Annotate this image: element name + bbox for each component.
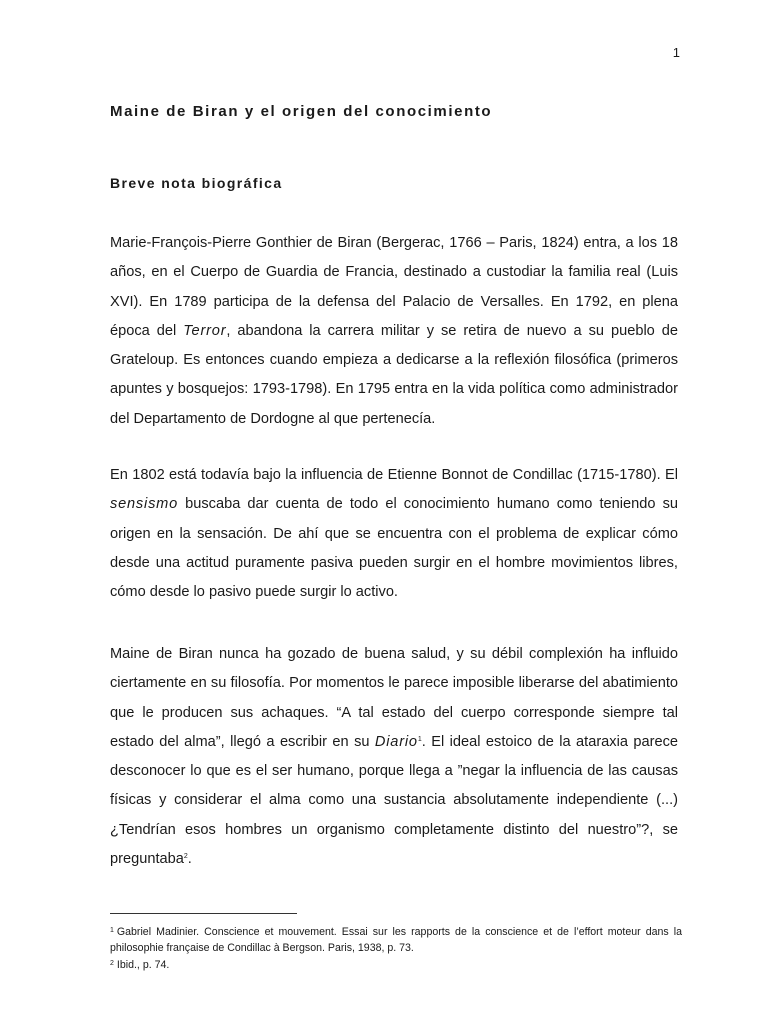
footnotes-section [110,923,682,973]
italic-term-sensismo: sensismo [110,496,179,513]
italic-term-terror: Terror [183,322,227,339]
paragraph-text: . El ideal estoico de la ataraxia parece desconocer lo que es el ser humano, porque llega a ”negar la influencia de las causas físicas y considerar el alma como una sustancia absolutamente independiente (...) ¿Tendrían esos hombres un organismo completamente distinto del nuestro”?, se preguntaba [110,733,679,868]
footnote-divider [110,913,297,914]
paragraph-text: , abandona la carrera militar y se retira de nuevo a su pueblo de Grateloup. Es entonces cuando empieza a dedicarse a la reflexión filosófica (primeros apuntes y bosquejos: 1793-1798). En 1795 entra en la vida política como administrador del Departamento de Dordogne al que pertenecía. [110,322,678,427]
footnote-text: Gabriel Madinier. Conscience et mouvement. Essai sur les rapports de la conscience et de l’effort moteur dans la philosophie française de Condillac à Bergson. Paris, 1938, p. 73. [110,926,682,954]
paragraph-text: En 1802 está todavía bajo la influencia de Etienne Bonnot de Condillac (1715-1780). El [110,467,678,483]
paragraph-text: buscaba dar cuenta de todo el conocimiento humano como teniendo su origen en la sensación. De ahí que se encuentra con el problema de explicar cómo desde una actitud puramente pasiva pueden surgir en el hombre movimientos libres, cómo desde lo pasivo puede surgir lo activo. [110,496,678,601]
footnote-text: Ibid., p. 74. [116,959,170,971]
italic-term-diario: Diario [374,733,418,750]
document-title: Maine de Biran y el origen del conocimiento [110,103,493,120]
footnote-reference-2[interactable]: 2 [183,853,188,861]
page-number: 1 [672,45,680,60]
footnote-2 [110,956,682,973]
paragraph-text: . [187,851,192,868]
footnote-1 [110,923,682,956]
footnote-marker: 2 [110,960,114,967]
footnote-reference-1[interactable]: 1 [417,735,422,743]
section-heading: Breve nota biográfica [110,175,283,191]
paragraph-biography-2 [110,461,678,607]
footnote-marker: 1 [110,927,114,934]
paragraph-text: Marie-François-Pierre Gonthier de Biran (Bergerac, 1766 – Paris, 1824) entra, a los 18 años, en el Cuerpo de Guardia de Francia, destinado a custodiar la familia real (Luis XVI). En 1789 participa de la defensa del Palacio de Versalles. En 1792, en plena época del [110,235,678,339]
paragraph-biography-3 [110,640,678,874]
paragraph-text: Maine de Biran nunca ha gozado de buena salud, y su débil complexión ha influido ciertamente en su filosofía. Por momentos le parece imposible liberarse del abatimiento que le producen sus achaques. “A tal estado del cuerpo corresponde siempre tal estado del alma”, llegó a escribir en su [110,646,678,750]
paragraph-biography-1 [110,229,678,434]
